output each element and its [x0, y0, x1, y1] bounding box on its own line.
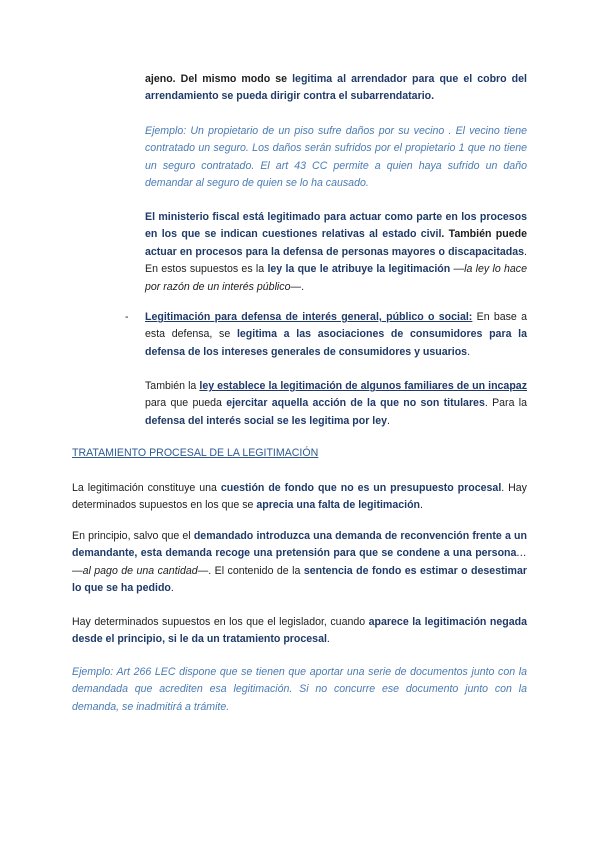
text-period: . [467, 345, 471, 358]
text-ajeno: ajeno. [145, 73, 176, 85]
text-la-legitimacion: La legitimación constituye una [72, 482, 217, 494]
paragraph-reconvencion [72, 528, 527, 598]
text-para-la: . Para la [484, 397, 528, 410]
text-en-estos-supuestos: . En estos supuestos es la [145, 245, 527, 276]
text-ley-establece: ley establece la legitimación de algunos familiares de un incapaz [199, 380, 527, 392]
list-bullet: - [125, 311, 129, 323]
example-art-266-lec: Ejemplo: Art 266 LEC dispone que se tienen que aportar una serie de documentos junto con la demandada que acrediten esa legitimación. Si no concurre ese documento junto con la demanda, se inadmitirá a trámite. [72, 666, 527, 713]
text-sentencia-fondo: sentencia de fondo es estimar o desestimar lo que se ha pedido [72, 564, 527, 595]
text-demandado-introduzca: demandado introduzca una demanda de reconvención frente a un demandante, esta demanda recoge una pretensión para que se condene a una persona [72, 530, 527, 560]
text-legitimacion-defensa: Legitimación para defensa de interés general, público o social: [145, 311, 473, 323]
text-cuestion-fondo: cuestión de fondo que no es un presupuesto procesal [220, 482, 502, 494]
section-heading: TRATAMIENTO PROCESAL DE LA LEGITIMACIÓN [72, 447, 319, 459]
text-para-que-pueda: para que pueda [145, 397, 222, 410]
text-contenido: . El contenido de la [208, 564, 301, 577]
text-asociaciones-consumidores: legitima a las asociaciones de consumidores para la defensa de los intereses generales de consumidores y usuarios [145, 328, 527, 358]
list-item-interes-general [145, 309, 527, 361]
text-defensa-interes-social: defensa del interés social se les legitima por ley [145, 414, 387, 427]
paragraph-cuestion-fondo [72, 480, 527, 515]
paragraph-familiares-incapaz [145, 378, 527, 430]
text-tambien-puede: . También puede [441, 228, 527, 241]
paragraph-subarrendatario [145, 71, 527, 106]
text-legitima-arrendador: legitima al arrendador para que el cobro del arrendamiento se pueda dirigir contra el subarrendatario. [145, 73, 527, 103]
text-period: . [301, 280, 305, 293]
text-en-principio: En principio, salvo que el [72, 530, 191, 542]
paragraph-ministerio-fiscal [145, 209, 527, 296]
text-period: . [420, 499, 423, 512]
text-legitimacion-negada: aparece la legitimación negada desde el principio, si le da un tratamiento procesal [72, 616, 527, 646]
text-ejercitar-accion: ejercitar aquella acción de la que no son titulares [226, 397, 485, 410]
paragraph-legislador [72, 614, 527, 649]
text-period: . [170, 582, 174, 595]
text-en-base: En base a esta defensa, se [145, 311, 527, 341]
text-actuar-procesos: actuar en procesos para la defensa de personas mayores o discapacitadas [145, 245, 525, 258]
text-hay-determinados: . Hay determinados supuestos en los que se [72, 482, 527, 512]
text-pago-cantidad: … —al pago de una cantidad— [72, 547, 527, 577]
text-ministerio-fiscal: El ministerio fiscal está legitimado para actuar como parte en los procesos en los que se indican cuestiones relativas al estado civil [145, 211, 527, 241]
text-ley-atribuye: ley la que le atribuye la legitimación [267, 263, 451, 276]
text-period: . [387, 414, 390, 427]
text-interes-publico: —la ley lo hace por razón de un interés público— [145, 263, 528, 293]
text-hay-supuestos: Hay determinados supuestos en los que el legislador, cuando [72, 616, 366, 628]
text-falta-legitimacion: aprecia una falta de legitimación [256, 499, 421, 512]
text-tambien-la: También la [145, 380, 197, 392]
example-seguro: Ejemplo: Un propietario de un piso sufre daños por su vecino . El vecino tiene contratado un seguro. Los daños serán sufridos por el propietario 1 que no tiene un seguro contratado. El art 43 CC permite a quien haya sufrido un daño demandar al seguro de quien se lo ha causado. [145, 125, 527, 190]
text-period: . [326, 633, 330, 646]
text-del-mismo-modo: Del mismo modo se [180, 73, 288, 85]
